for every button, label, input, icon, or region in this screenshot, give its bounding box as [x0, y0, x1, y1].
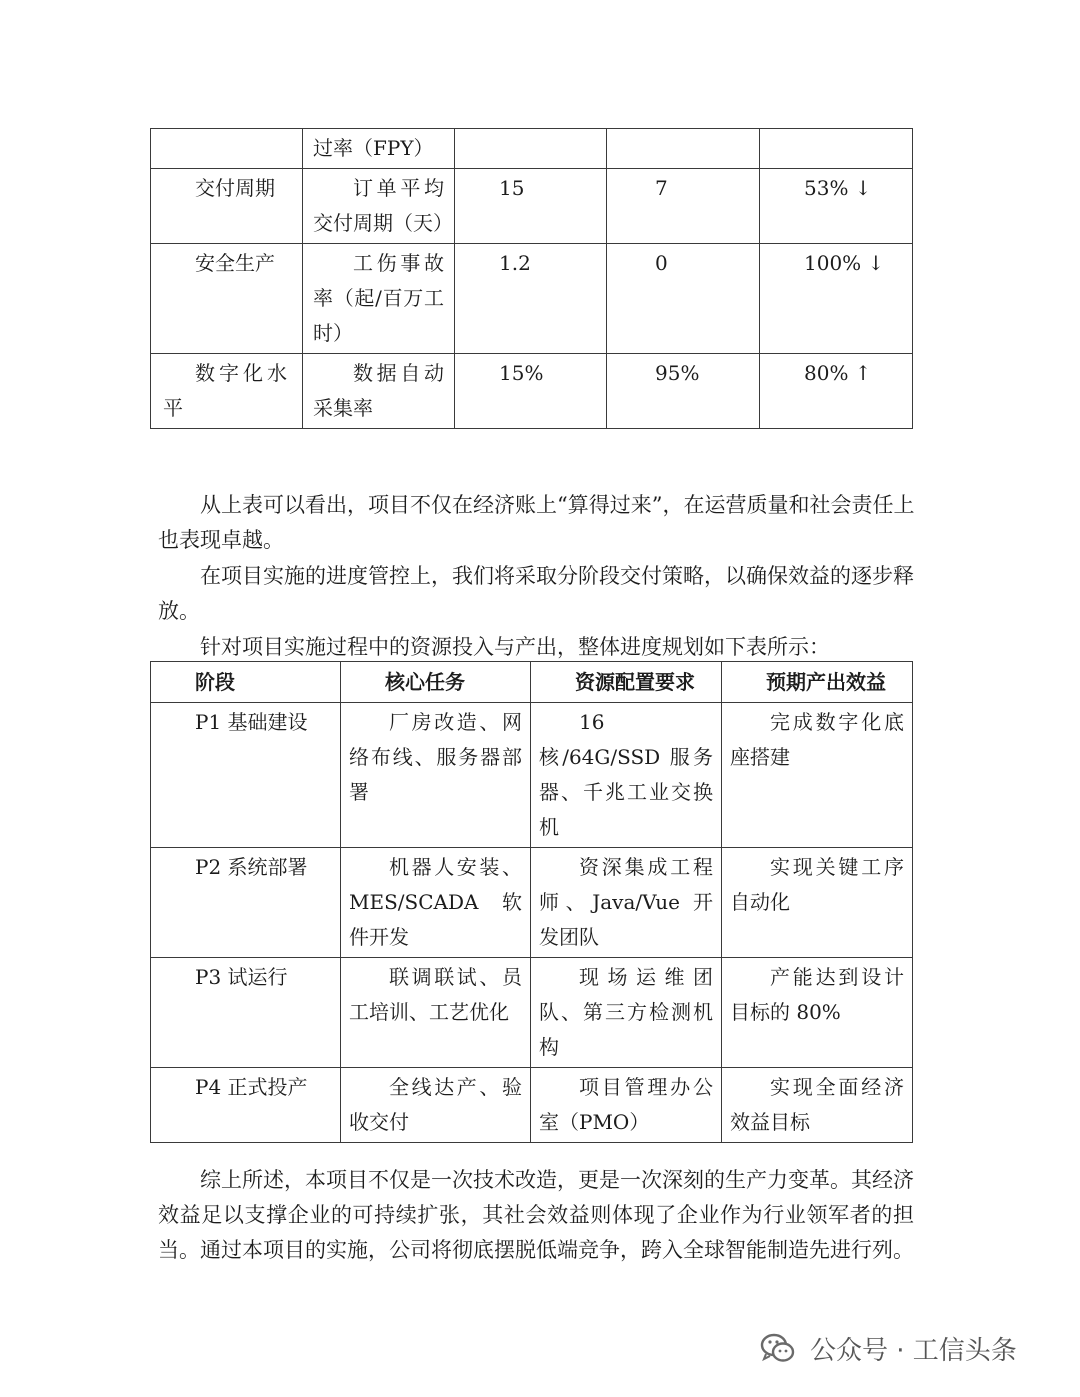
- metric-cell: 工伤事故率（起/百万工时）: [303, 244, 455, 354]
- after-value: 95%: [607, 354, 760, 429]
- resources-cell: 资深集成工程师、Java/Vue 开发团队: [531, 848, 722, 958]
- benefit-cell: 实现全面经济效益目标: [722, 1068, 913, 1143]
- header-resources: 资源配置要求: [531, 662, 722, 703]
- change-value: 100% ↓: [760, 244, 913, 354]
- header-task: 核心任务: [341, 662, 531, 703]
- table-row: [151, 703, 913, 848]
- table-row: [151, 169, 913, 244]
- metric-cell: 数据自动采集率: [303, 354, 455, 429]
- phase-cell: P4 正式投产: [151, 1068, 341, 1143]
- task-cell: 全线达产、验收交付: [341, 1068, 531, 1143]
- table-row: [151, 1068, 913, 1143]
- table-intro-paragraph: 针对项目实施过程中的资源投入与产出，整体进度规划如下表所示：: [200, 635, 830, 659]
- benefit-cell: 产能达到设计目标的 80%: [722, 958, 913, 1068]
- after-value: 0: [607, 244, 760, 354]
- benefit-cell: 实现关键工序自动化: [722, 848, 913, 958]
- after-value: [607, 129, 760, 169]
- task-cell: 机器人安装、MES/SCADA 软件开发: [341, 848, 531, 958]
- header-benefit: 预期产出效益: [722, 662, 913, 703]
- table-row: [151, 958, 913, 1068]
- table-row: [151, 848, 913, 958]
- before-value: [455, 129, 607, 169]
- resources-cell: 现场运维团队、第三方检测机构: [531, 958, 722, 1068]
- wechat-icon: [758, 1328, 798, 1368]
- before-value: 1.2: [455, 244, 607, 354]
- phase-cell: P1 基础建设: [151, 703, 341, 848]
- change-value: 53% ↓: [760, 169, 913, 244]
- summary-paragraph: 从上表可以看出，项目不仅在经济账上“算得过来”，在运营质量和社会责任上也表现卓越。: [158, 493, 915, 552]
- before-value: 15: [455, 169, 607, 244]
- table-row: [151, 244, 913, 354]
- benefit-cell: 完成数字化底座搭建: [722, 703, 913, 848]
- table-row: [151, 354, 913, 429]
- indicator-table: [150, 128, 913, 429]
- category-cell: 交付周期: [151, 169, 303, 244]
- after-value: 7: [607, 169, 760, 244]
- metric-cell: 订单平均交付周期（天）: [303, 169, 455, 244]
- schedule-paragraph: 在项目实施的进度管控上，我们将采取分阶段交付策略，以确保效益的逐步释放。: [158, 564, 914, 623]
- watermark: [758, 1326, 1017, 1370]
- phase-cell: P2 系统部署: [151, 848, 341, 958]
- resources-cell: 项目管理办公室（PMO）: [531, 1068, 722, 1143]
- watermark-text: 公众号 · 工信头条: [810, 1335, 1017, 1366]
- change-value: 80% ↑: [760, 354, 913, 429]
- metric-cell: 过率（FPY）: [303, 129, 455, 169]
- phase-plan-table: [150, 661, 913, 1143]
- category-cell: 安全生产: [151, 244, 303, 354]
- change-value: [760, 129, 913, 169]
- task-cell: 厂房改造、网络布线、服务器部署: [341, 703, 531, 848]
- table-row: [151, 129, 913, 169]
- table-header-row: [151, 662, 913, 703]
- task-cell: 联调联试、员工培训、工艺优化: [341, 958, 531, 1068]
- category-cell: [151, 129, 303, 169]
- conclusion-paragraph: 综上所述，本项目不仅是一次技术改造，更是一次深刻的生产力变革。其经济效益足以支撑企业的可持续扩张，其社会效益则体现了企业作为行业领军者的担当。通过本项目的实施，公司将彻底摆脱低端竞争，跨入全球智能制造先进行列。: [158, 1168, 914, 1262]
- before-value: 15%: [455, 354, 607, 429]
- header-phase: 阶段: [151, 662, 341, 703]
- phase-cell: P3 试运行: [151, 958, 341, 1068]
- category-cell: 数字化水平: [151, 354, 303, 429]
- resources-cell: 16 核/64G/SSD 服务器、千兆工业交换机: [531, 703, 722, 848]
